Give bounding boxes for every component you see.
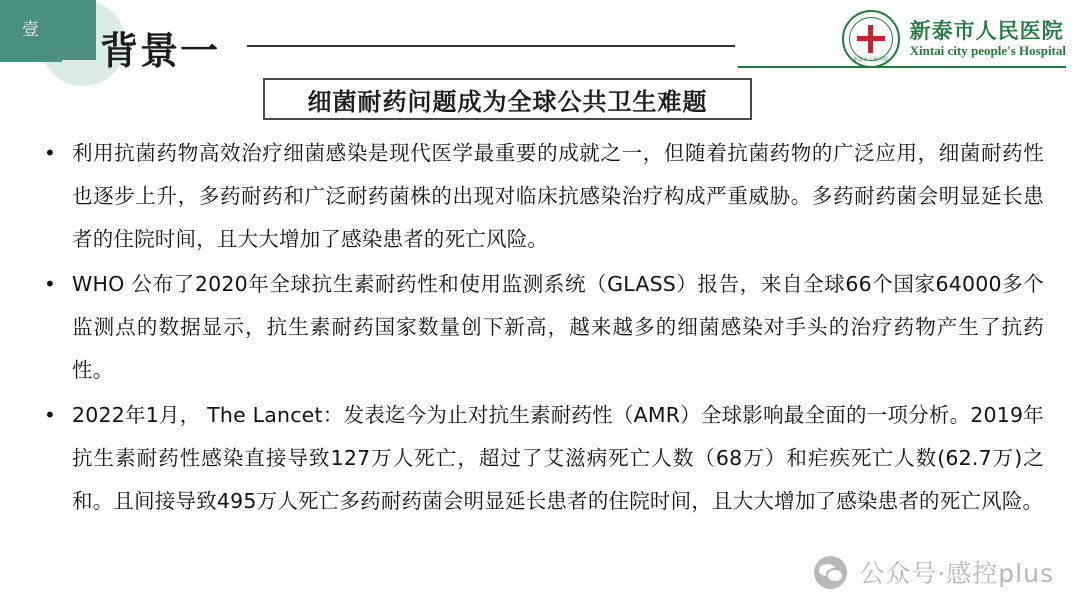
bullet-text: WHO 公布了2020年全球抗生素耐药性和使用监测系统（GLASS）报告，来自全球66个国家64000多个监测点的数据显示，抗生素耐药国家数量创下新高，越来越多的细菌感染对手头的治疗药物产生了抗药性。 [72, 272, 1044, 382]
bullet-marker: • [44, 141, 56, 165]
bullet-text: 利用抗菌药物高效治疗细菌感染是现代医学最重要的成就之一，但随着抗菌药物的广泛应用，细菌耐药性也逐步上升，多药耐药和广泛耐药菌株的出现对临床抗感染治疗构成严重威胁。多药耐药菌会明显延长患者的住院时间，且大大增加了感染患者的死亡风险。 [72, 141, 1044, 251]
hospital-logo-icon [842, 10, 900, 68]
hospital-name-cn: 新泰市人民医院 [909, 19, 1064, 44]
list-item [44, 132, 1044, 261]
bullet-marker: • [44, 403, 56, 427]
watermark [814, 554, 1054, 590]
bullet-marker: • [44, 272, 56, 296]
hospital-brand [842, 10, 1066, 68]
hospital-logo-caption: 新泰市人民医院 [853, 57, 889, 63]
subtitle-label: 细菌耐药问题成为全球公共卫生难题 [307, 87, 708, 116]
title-divider [247, 45, 735, 47]
bullet-list [44, 132, 1044, 525]
page-title: 背景一 [100, 29, 221, 73]
section-number-label: 壹 [22, 20, 39, 40]
wechat-icon [814, 556, 847, 589]
brand-divider [738, 66, 1066, 68]
bullet-text: 2022年1月， The Lancet：发表迄今为止对抗生素耐药性（AMR）全球影响最全面的一项分析。2019年抗生素耐药性感染直接导致127万人死亡，超过了艾滋病死亡人数（68万）和疟疾死亡人数(62.7万)之和。且间接导致495万人死亡多药耐药菌会明显延长患者的住院时间，且大大增加了感染患者的死亡风险。 [72, 403, 1044, 513]
list-item [44, 394, 1044, 523]
list-item [44, 263, 1044, 392]
hospital-name-en: Xintai city people's Hospital [909, 42, 1066, 58]
watermark-label: 公众号·感控plus [859, 559, 1054, 588]
subtitle-box [263, 78, 752, 120]
